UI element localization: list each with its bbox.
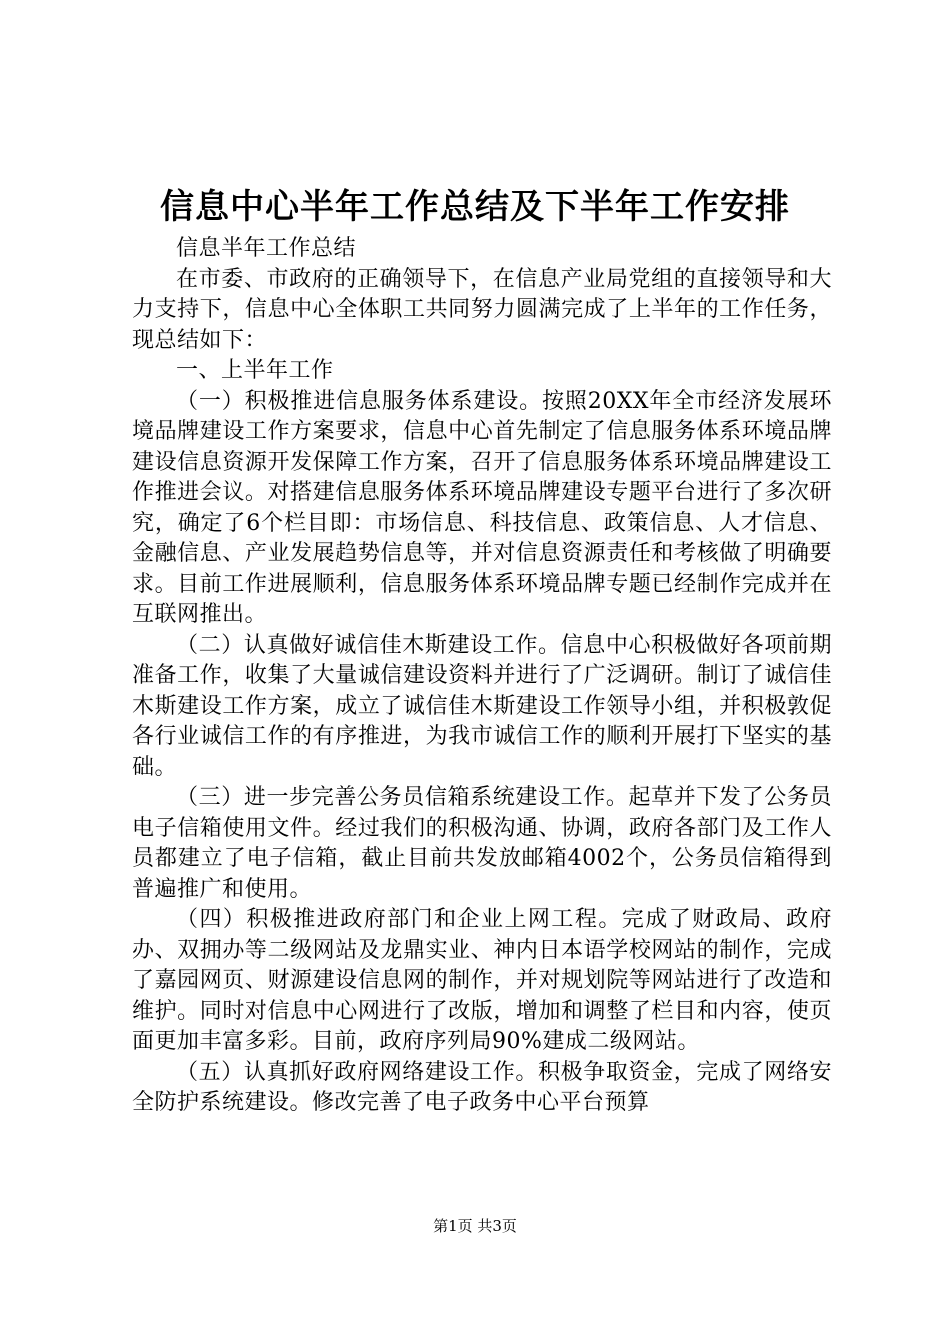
document-body: [132, 234, 832, 1119]
section-heading: 一、上半年工作: [176, 358, 334, 383]
document-title: 信息中心半年工作总结及下半年工作安排: [160, 187, 790, 227]
paragraph-item-3: （三）进一步完善公务员信箱系统建设工作。起草并下发了公务员电子信箱使用文件。经过我们的积极沟通、协调，政府各部门及工作人员都建立了电子信箱，截止目前共发放邮箱4002个，公务员信箱得到普遍推广和使用。: [132, 785, 832, 902]
paragraph-item-2: （二）认真做好诚信佳木斯建设工作。信息中心积极做好各项前期准备工作，收集了大量诚信建设资料并进行了广泛调研。制订了诚信佳木斯建设工作方案，成立了诚信佳木斯建设工作领导小组，并积极敦促各行业诚信工作的有序推进，为我市诚信工作的顺利开展打下坚实的基础。: [132, 632, 832, 780]
paragraph-item-5: （五）认真抓好政府网络建设工作。积极争取资金，完成了网络安全防护系统建设。修改完善了电子政务中心平台预算: [132, 1059, 832, 1115]
paragraph-item-1: （一）积极推进信息服务体系建设。按照20XX年全市经济发展环境品牌建设工作方案要求，信息中心首先制定了信息服务体系环境品牌建设信息资源开发保障工作方案，召开了信息服务体系环境品牌建设工作推进会议。对搭建信息服务体系环境品牌建设专题平台进行了多次研究，确定了6个栏目即：市场信息、科技信息、政策信息、人才信息、金融信息、产业发展趋势信息等，并对信息资源责任和考核做了明确要求。目前工作进展顺利，信息服务体系环境品牌专题已经制作完成并在互联网推出。: [132, 388, 832, 627]
page-number-footer: 第1页 共3页: [433, 1217, 517, 1235]
intro-paragraph: 在市委、市政府的正确领导下，在信息产业局党组的直接领导和大力支持下，信息中心全体职工共同努力圆满完成了上半年的工作任务，现总结如下：: [132, 266, 832, 353]
section-subtitle: 信息半年工作总结: [176, 236, 357, 261]
paragraph-item-4: （四）积极推进政府部门和企业上网工程。完成了财政局、政府办、双拥办等二级网站及龙鼎实业、神内日本语学校网站的制作，完成了嘉园网页、财源建设信息网的制作，并对规划院等网站进行了改造和维护。同时对信息中心网进行了改版，增加和调整了栏目和内容，使页面更加丰富多彩。目前，政府序列局90%建成二级网站。: [132, 907, 832, 1054]
